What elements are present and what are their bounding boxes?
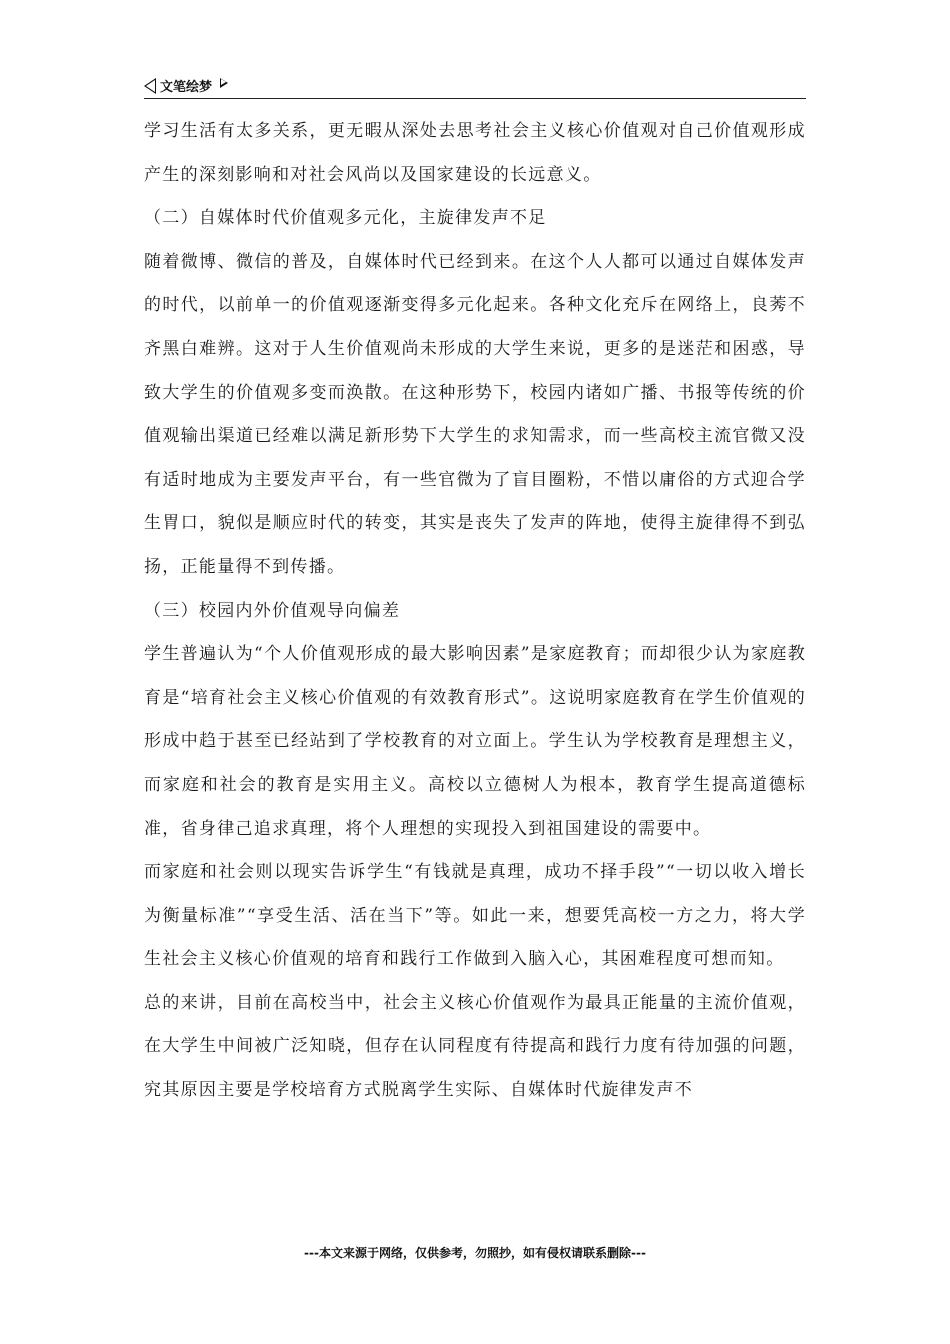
section-heading: （二）自媒体时代价值观多元化，主旋律发声不足 <box>144 208 547 229</box>
triangle-right-icon <box>220 78 228 88</box>
paragraph: 总的来讲，目前在高校当中，社会主义核心价值观作为最具正能量的主流价值观，在大学生中间被广泛知晓，但存在认同程度有待提高和践行力度有待加强的问题，究其原因主要是学校培育方式脱离学生实际、自媒体时代旋律发声不 <box>144 992 806 1101</box>
brand-logo <box>144 76 228 95</box>
section-heading: （三）校园内外价值观导向偏差 <box>144 600 401 621</box>
triangle-left-icon <box>144 78 156 94</box>
paragraph: 随着微博、微信的普及，自媒体时代已经到来。在这个人人都可以通过自媒体发声的时代，以前单一的价值观逐渐变得多元化起来。各种文化充斥在网络上，良莠不齐黑白难辨。这对于人生价值观尚未形成的大学生来说，更多的是迷茫和困惑，导致大学生的价值观多变而涣散。在这种形势下，校园内诸如广播、书报等传统的价值观输出渠道已经难以满足新形势下大学生的求知需求，而一些高校主流官微又没有适时地成为主要发声平台，有一些官微为了盲目圈粉，不惜以庸俗的方式迎合学生胃口，貌似是顺应时代的转变，其实是丧失了发声的阵地，使得主旋律得不到弘扬，正能量得不到传播。 <box>144 251 806 577</box>
paragraph: 学习生活有太多关系，更无暇从深处去思考社会主义核心价值观对自己价值观形成产生的深刻影响和对社会风尚以及国家建设的长远意义。 <box>144 121 806 185</box>
document-body <box>144 110 806 1113</box>
brand-name: 文笔绘梦 <box>160 80 213 95</box>
footer-notice: ---本文来源于网络，仅供参考，勿照抄，如有侵权请联系删除--- <box>304 1246 646 1260</box>
page-header <box>144 72 806 99</box>
paragraph: 学生普遍认为“个人价值观形成的最大影响因素”是家庭教育；而却很少认为家庭教育是“培育社会主义核心价值观的有效教育形式”。这说明家庭教育在学生价值观的形成中趋于甚至已经站到了学校教育的对立面上。学生认为学校教育是理想主义，而家庭和社会的教育是实用主义。高校以立德树人为根本，教育学生提高道德标准，省身律己追求真理，将个人理想的实现投入到祖国建设的需要中。 <box>144 644 806 839</box>
paragraph: 而家庭和社会则以现实告诉学生“有钱就是真理，成功不择手段”“一切以收入增长为衡量标准”“享受生活、活在当下”等。如此一来，想要凭高校一方之力，将大学生社会主义核心价值观的培育和践行工作做到入脑入心，其困难程度可想而知。 <box>144 862 806 970</box>
